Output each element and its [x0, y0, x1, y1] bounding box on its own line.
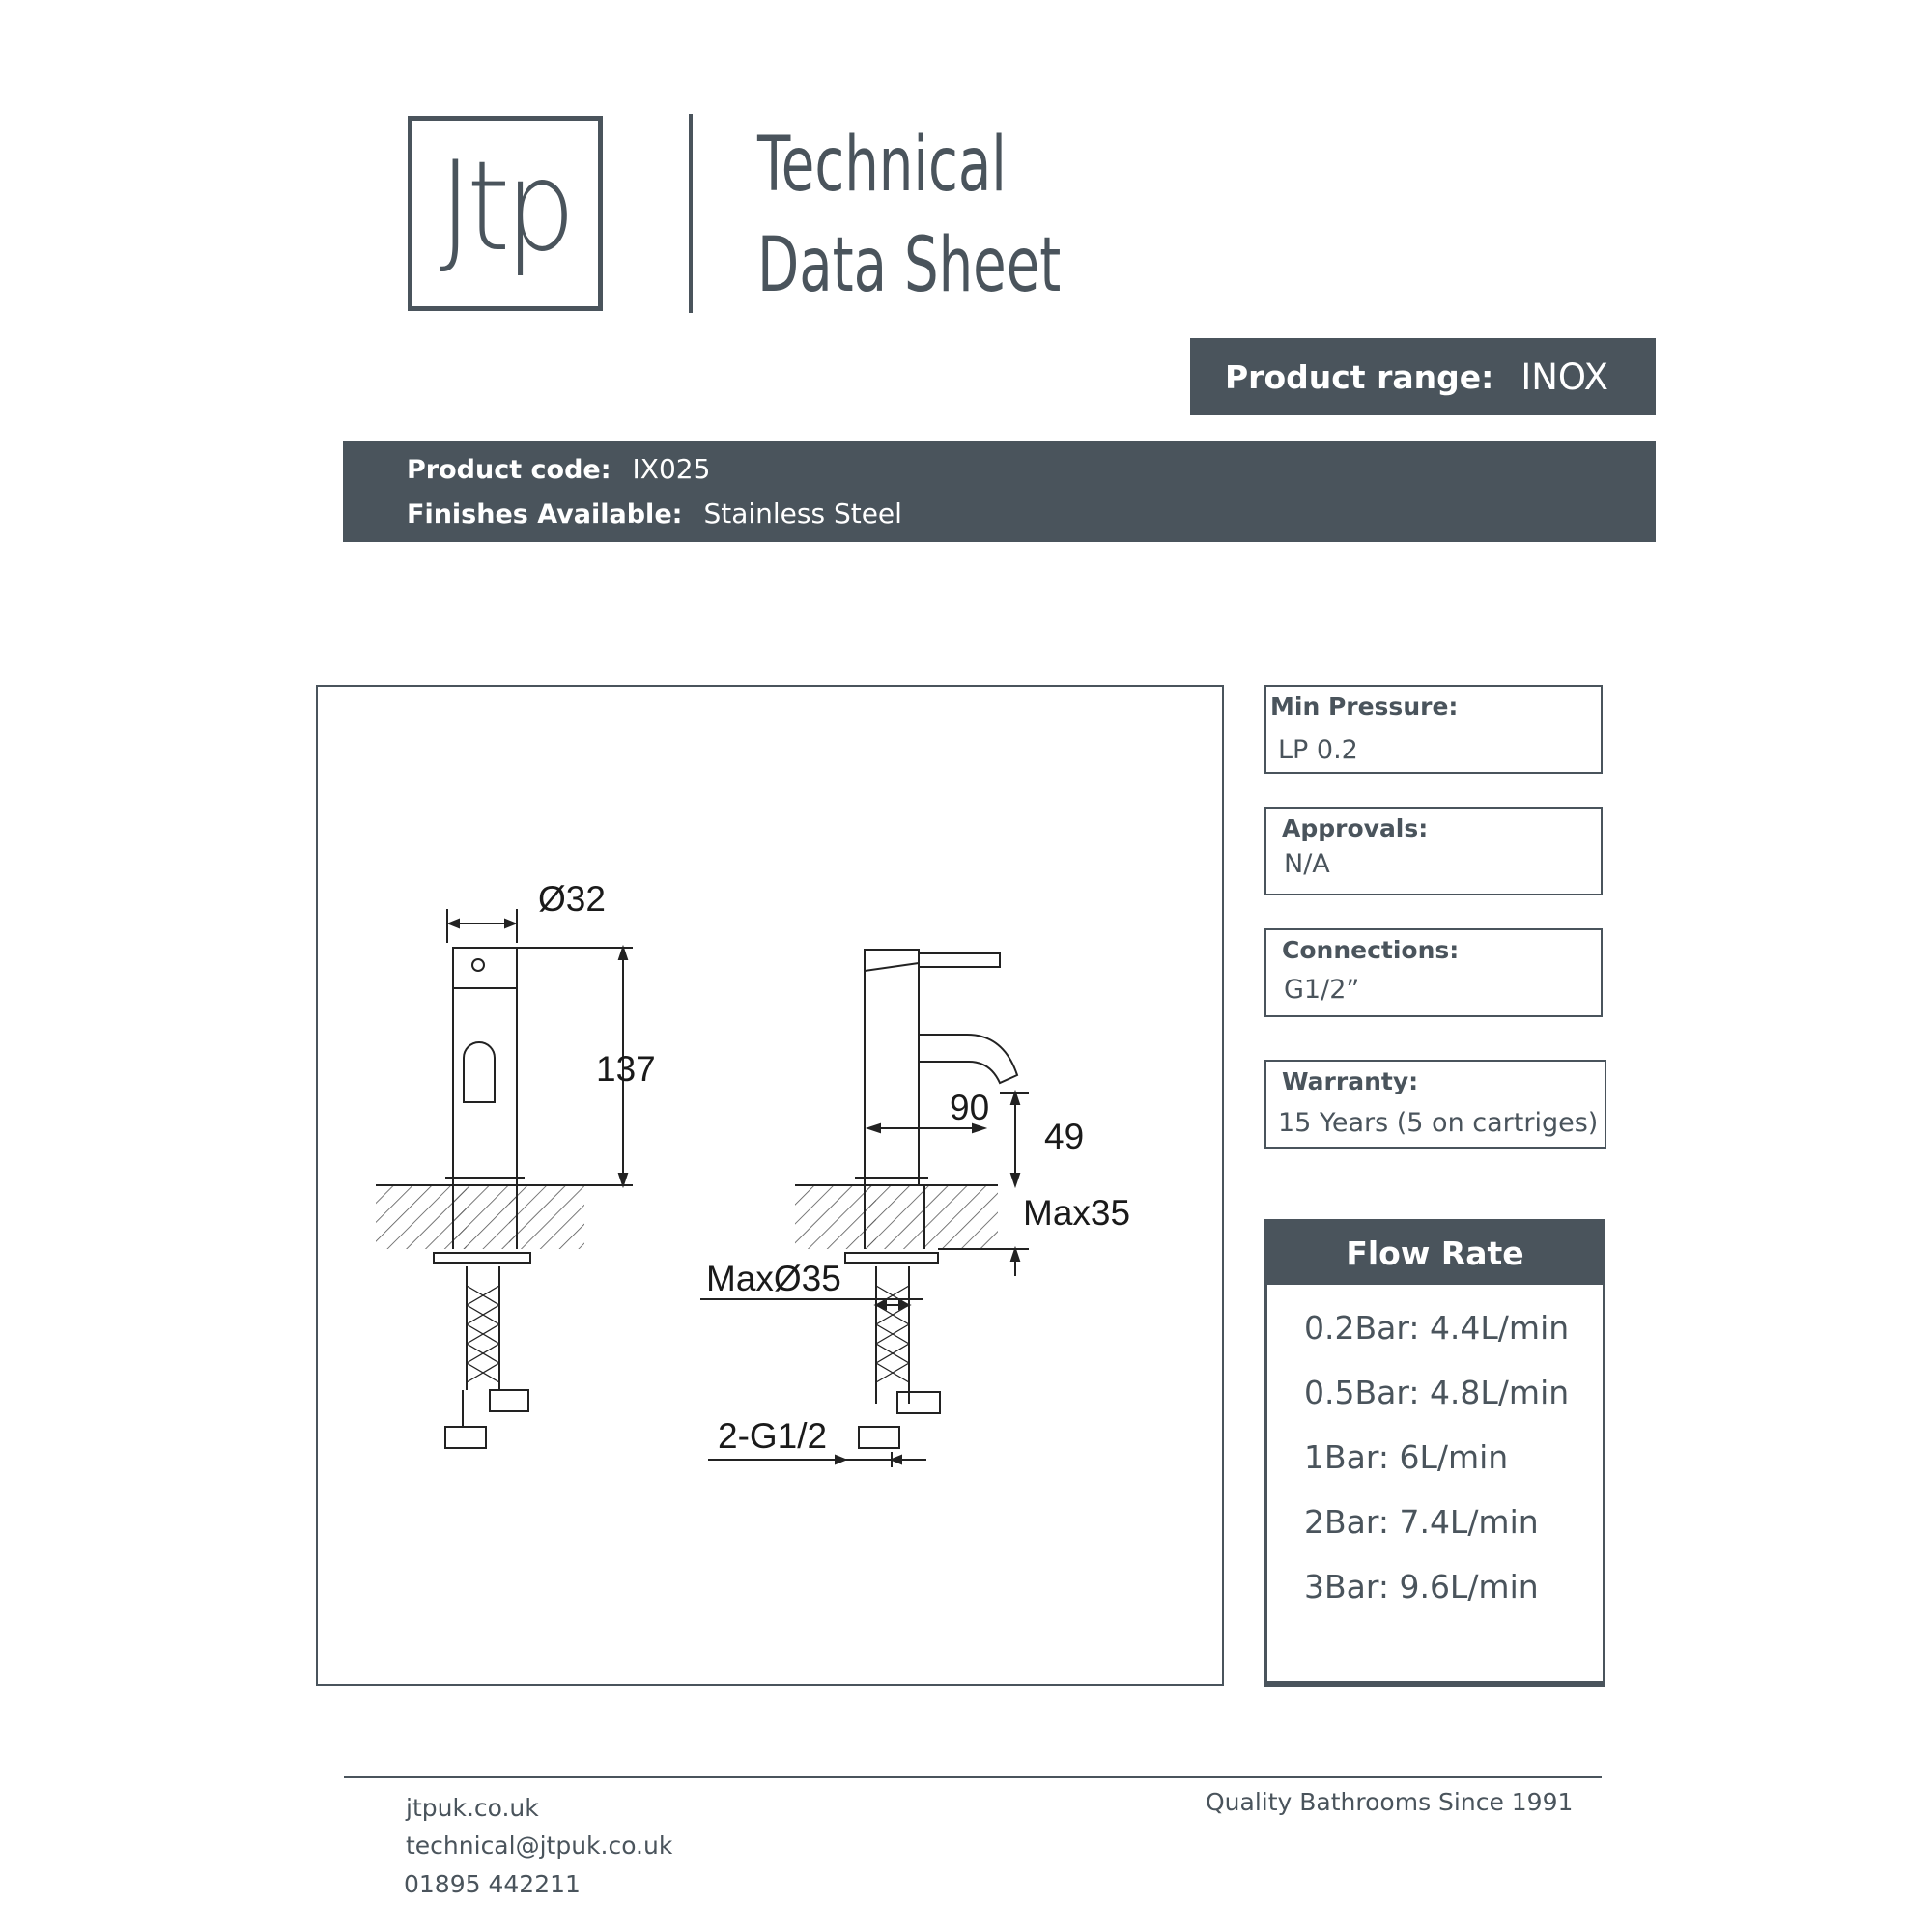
- flow-rate-row: 0.5Bar: 4.8L/min: [1304, 1374, 1570, 1411]
- brand-logo: [408, 116, 603, 311]
- dim-spout-reach-label: 90: [950, 1088, 990, 1127]
- product-range-bar: [1190, 338, 1656, 415]
- flow-rate-header: [1267, 1222, 1603, 1285]
- spec-value: N/A: [1284, 849, 1330, 879]
- dim-deck-thickness-label: Max35: [1023, 1193, 1131, 1233]
- flow-rate-title: Flow Rate: [1346, 1235, 1524, 1272]
- product-code-value: IX025: [632, 453, 711, 485]
- flow-rate-panel: [1264, 1219, 1605, 1687]
- spec-value: G1/2”: [1284, 975, 1360, 1005]
- flow-rate-row: 2Bar: 7.4L/min: [1304, 1503, 1539, 1541]
- spec-warranty: [1264, 1060, 1606, 1149]
- dim-diameter-label: Ø32: [538, 879, 606, 919]
- spec-value: LP 0.2: [1278, 735, 1358, 765]
- dim-connection-label: 2-G1/2: [718, 1416, 828, 1456]
- flow-rate-row: 1Bar: 6L/min: [1304, 1438, 1509, 1476]
- flow-rate-row: 3Bar: 9.6L/min: [1304, 1568, 1539, 1605]
- finishes-row: [407, 497, 902, 529]
- spec-min-pressure: [1264, 685, 1603, 774]
- spec-connections: [1264, 928, 1603, 1017]
- spec-label: Approvals:: [1282, 814, 1429, 842]
- spec-label: Min Pressure:: [1270, 693, 1459, 721]
- page-title-line-1: Technical: [757, 122, 1007, 209]
- front-view: [376, 909, 633, 1448]
- technical-drawing-panel: [316, 685, 1224, 1686]
- spec-label: Connections:: [1282, 936, 1460, 964]
- flow-rate-row: 0.2Bar: 4.4L/min: [1304, 1309, 1570, 1347]
- footer-tagline: Quality Bathrooms Since 1991: [1206, 1788, 1574, 1816]
- faucet-drawing: [318, 687, 1226, 1688]
- dim-hole-diameter-label: MaxØ35: [706, 1259, 841, 1298]
- dim-spout-height-label: 49: [1044, 1117, 1085, 1156]
- spec-value: 15 Years (5 on cartriges): [1278, 1108, 1599, 1138]
- spec-approvals: [1264, 807, 1603, 895]
- footer-phone: 01895 442211: [404, 1870, 581, 1898]
- side-view: [700, 950, 1029, 1467]
- product-code-row: [407, 453, 710, 485]
- dim-height-label: 137: [596, 1049, 656, 1089]
- logo-text: Jtp: [439, 135, 572, 279]
- finishes-value: Stainless Steel: [703, 497, 902, 529]
- product-code-label: Product code:: [407, 455, 611, 485]
- spec-label: Warranty:: [1282, 1067, 1419, 1095]
- footer-email-link[interactable]: technical@jtpuk.co.uk: [406, 1832, 673, 1860]
- footer-website-link[interactable]: jtpuk.co.uk: [406, 1794, 539, 1822]
- page-title-line-2: Data Sheet: [757, 222, 1062, 309]
- header-divider: [689, 114, 693, 313]
- finishes-label: Finishes Available:: [407, 499, 683, 529]
- footer-rule: [344, 1776, 1602, 1778]
- product-range-label: Product range:: [1225, 357, 1494, 396]
- product-range-value: INOX: [1520, 355, 1609, 398]
- product-info-bar: [343, 441, 1656, 542]
